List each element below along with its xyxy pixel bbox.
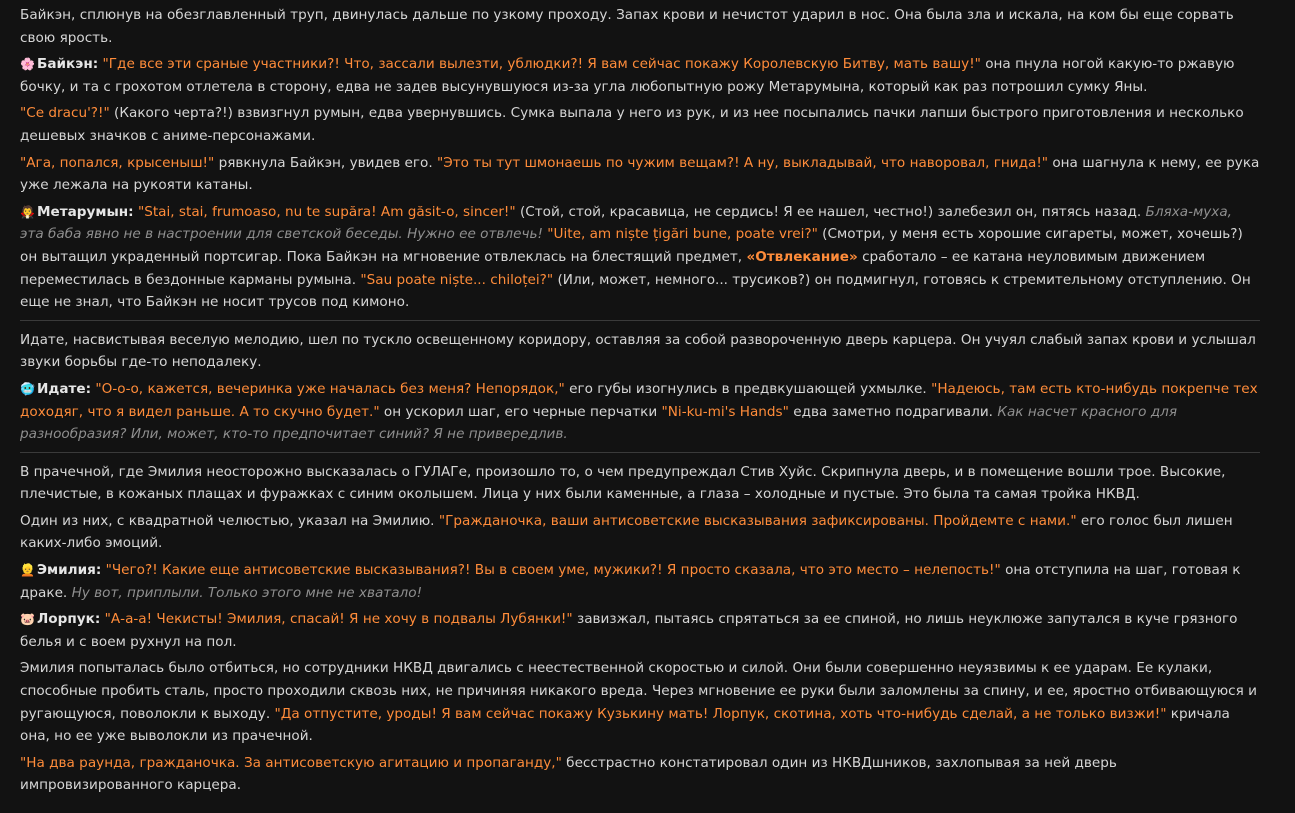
thought-text: Как насчет красного для разнообразия? Или, может, кто-то предпочитает синий? Я не привередлив. [20,403,1178,443]
narration-text: едва заметно подрагивали. [788,403,998,420]
narration-text: сработало – ее катана неуловимым движением переместилась в бездонные карманы румына. [20,248,1206,288]
dialogue-paragraph [20,510,1260,555]
dialogue-paragraph [20,102,1260,147]
narration-paragraph: Байкэн, сплюнув на обезглавленный труп, двинулась дальше по узкому проходу. Запах крови и нечистот ударил в нос. Она была зла и искала, на ком бы еще сорвать свою ярость. [20,7,1234,46]
speaker-name: Метарумын: [37,203,134,220]
blonde-person-icon: 👱 [20,563,35,578]
quote-text: "Ni-ku-mi's Hands" [661,403,789,420]
flower-icon: 🌸 [20,57,35,72]
narration-text: (Или, может, немного... трусиков?) он подмигнул, готовясь к стремительному отступлению. Он еще не знал, что Байкэн не носит трусов под кимоно. [20,271,1251,311]
quote-text: "На два раунда, гражданочка. За антисоветскую агитацию и пропаганду," [20,754,562,771]
narration-text: (Смотри, у меня есть хорошие сигареты, может, хочешь?) он вытащил украденный портсигар. Пока Байкэн на мгновение отвлеклась на блестящий предмет, [20,226,1243,265]
section-divider [20,452,1260,453]
quote-text: "Stai, stai, frumoaso, nu te supăra! Am găsit-o, sincer!" [137,203,516,220]
dialogue-paragraph [20,152,1260,197]
dialogue-paragraph-idate [20,378,1260,446]
narration-text: Эмилия попыталась было отбиться, но сотрудники НКВД двигались с неестественной скоростью и силой. Они были совершенно неуязвимы к ее ударам. Ее кулаки, способные пробить сталь, просто проходили сквозь них, не причиняя никакого вреда. Через мгновение ее руки были заломлены за спину, и ее, яростно отбивающуюся и ругающуюся, поволокли к выходу. [20,660,1257,722]
cold-face-icon: 🥶 [20,381,35,396]
narration-paragraph: Идате, насвистывая веселую мелодию, шел по тускло освещенному коридору, оставляя за собой развороченную дверь карцера. Он учуял слабый запах крови и услышал звуки борьбы где-то неподалеку. [20,331,1256,371]
quote-text: "Ce dracu'?!" [20,105,110,122]
dialogue-paragraph-emilia [20,559,1260,604]
dialogue-paragraph-metarumyn [20,201,1260,314]
speaker-name: Лорпук: [37,611,101,628]
speaker-name: Идате: [37,380,92,397]
quote-text: "Это ты тут шмонаешь по чужим вещам?! А ну, выкладывай, что наворовал, гнида!" [437,154,1049,171]
narration-text: он ускорил шаг, его черные перчатки [379,403,662,420]
quote-text: "Ага, попался, крысеныш!" [20,154,215,171]
quote-text: "Гражданочка, ваши антисоветские высказывания зафиксированы. Пройдемте с нами." [438,512,1077,529]
section-divider [20,320,1260,321]
narration-text: Один из них, с квадратной челюстью, указал на Эмилию. [20,512,439,529]
narration-paragraph: В прачечной, где Эмилия неосторожно высказалась о ГУЛАГе, произошло то, о чем предупреждал Стив Хуйс. Скрипнула дверь, и в помещение вошли трое. Высокие, плечистые, в кожаных плащах и фуражках с синим околышем. Лица у них были каменные, а глаза – холодные и пустые. Это была та самая тройка НКВД. [20,463,1226,503]
thought-text: Ну вот, приплыли. Только этого мне не хватало! [71,584,423,601]
speaker-name: Эмилия: [37,562,102,579]
quote-text: "Sau poate niște... chiloței?" [360,271,554,288]
dialogue-paragraph [20,657,1260,747]
narration-text: рявкнула Байкэн, увидев его. [214,154,438,171]
pig-icon: 🐷 [20,612,35,627]
narration-text: кричала она, но ее уже выволокли из прачечной. [20,705,1230,745]
quote-text: "Где все эти сраные участники?! Что, зассали вылезти, ублюдки?! Я вам сейчас покажу Королевскую Битву, мать вашу!" [102,56,981,73]
narration-text: она шагнула к нему, ее рука уже лежала на рукояти катаны. [20,154,1260,194]
narration-text: (Стой, стой, красавица, не сердись! Я ее нашел, честно!) залебезил он, пятясь назад. [515,203,1146,220]
quote-text: "Uite, am niște țigări bune, poate vrei?" [547,226,818,243]
narration-text: она отступила на шаг, готовая к драке. [20,562,1241,601]
chat-log [20,4,1260,801]
quote-text: "А-а-а! Чекисты! Эмилия, спасай! Я не хочу в подвалы Лубянки!" [104,611,573,628]
narration-text: бесстрастно констатировал один из НКВДшников, захлопывая за ней дверь импровизированного карцера. [20,754,1117,794]
narration-text: она пнула ногой какую-то ржавую бочку, и та с грохотом отлетела в сторону, едва не задев высунувшуюся из-за угла любопытную рожу Метарумына, который как раз потрошил сумку Яны. [20,56,1235,95]
dialogue-paragraph-lorpuk [20,608,1260,653]
quote-text: "Чего?! Какие еще антисоветские высказывания?! Вы в своем уме, мужики?! Я просто сказала, что это место – нелепость!" [105,562,1001,579]
thought-text: Бляха-муха, эта баба явно не в настроении для светской беседы. Нужно ее отвлечь! [20,203,1232,243]
dialogue-paragraph-baiken [20,53,1260,98]
narration-text: его голос был лишен каких-либо эмоций. [20,512,1233,552]
narration-text: (Какого черта?!) взвизгнул румын, едва увернувшись. Сумка выпала у него из рук, и из нее посыпались пачки лапши быстрого приготовления и несколько дешевых значков с аниме-персонажами. [20,105,1244,144]
narration-text: завизжал, пытаясь спрятаться за ее спиной, но лишь неуклюже запутался в куче грязного белья и с воем рухнул на пол. [20,611,1238,650]
narration-text: его губы изогнулись в предвкушающей ухмылке. [564,380,932,397]
dialogue-paragraph [20,752,1260,797]
skill-name: «Отвлекание» [746,248,858,265]
speaker-name: Байкэн: [37,56,99,73]
quote-text: "Надеюсь, там есть кто-нибудь покрепче тех доходяг, что я видел раньше. А то скучно будет." [20,380,1258,420]
quote-text: "О-о-о, кажется, вечеринка уже началась без меня? Непорядок," [95,380,565,397]
vampire-icon: 🧛 [20,204,35,219]
quote-text: "Да отпустите, уроды! Я вам сейчас покажу Кузькину мать! Лорпук, скотина, хоть что-нибудь сделай, а не только визжи!" [274,705,1167,722]
